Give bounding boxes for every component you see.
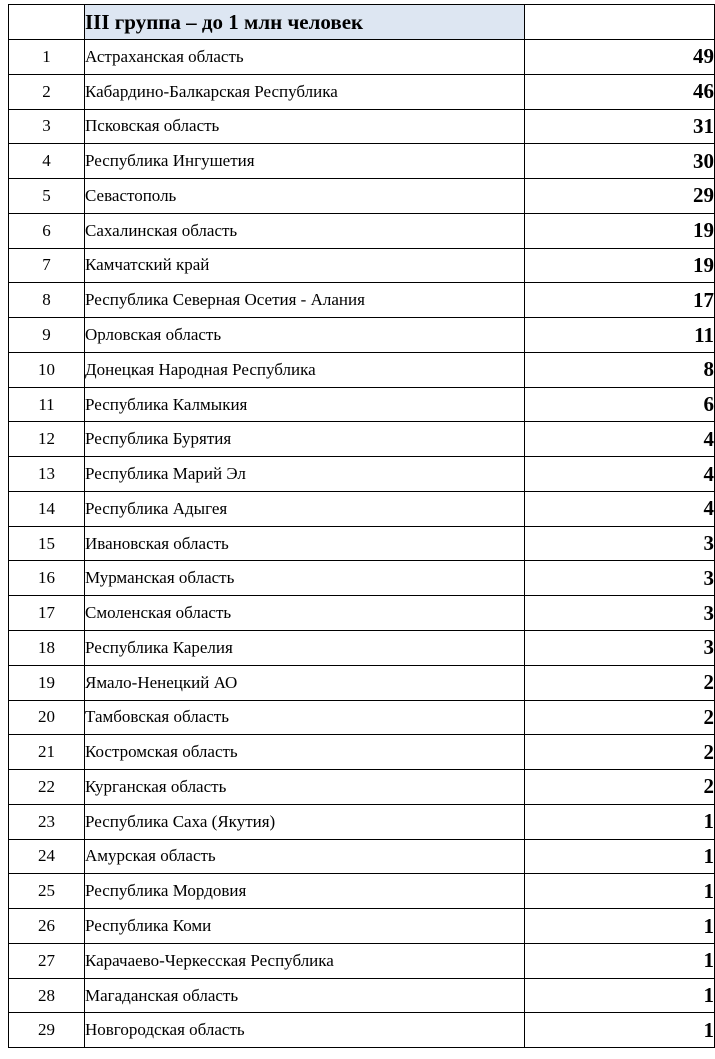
table-row (9, 526, 715, 561)
region-name-cell[interactable]: Смоленская область (85, 596, 525, 631)
row-number-cell[interactable]: 26 (9, 909, 85, 944)
row-number-cell[interactable]: 19 (9, 665, 85, 700)
count-value-cell[interactable]: 29 (525, 179, 715, 214)
row-number-cell[interactable]: 2 (9, 74, 85, 109)
row-number-cell[interactable]: 13 (9, 457, 85, 492)
region-name-cell[interactable]: Амурская область (85, 839, 525, 874)
table-row (9, 144, 715, 179)
region-name-cell[interactable]: Республика Коми (85, 909, 525, 944)
count-value-cell[interactable]: 1 (525, 943, 715, 978)
table-row (9, 839, 715, 874)
row-number-cell[interactable]: 9 (9, 318, 85, 353)
region-name-cell[interactable]: Мурманская область (85, 561, 525, 596)
region-name-cell[interactable]: Ямало-Ненецкий АО (85, 665, 525, 700)
table-row (9, 874, 715, 909)
region-name-cell[interactable]: Республика Карелия (85, 631, 525, 666)
row-number-cell[interactable]: 18 (9, 631, 85, 666)
count-value-cell[interactable]: 11 (525, 318, 715, 353)
table-row (9, 1013, 715, 1048)
region-name-cell[interactable]: Сахалинская область (85, 213, 525, 248)
group-title-cell[interactable]: III группа – до 1 млн человек (85, 5, 525, 40)
row-number-cell[interactable]: 21 (9, 735, 85, 770)
count-value-cell[interactable]: 2 (525, 735, 715, 770)
count-value-cell[interactable]: 1 (525, 909, 715, 944)
region-name-cell[interactable]: Республика Калмыкия (85, 387, 525, 422)
count-value-cell[interactable]: 3 (525, 526, 715, 561)
row-number-cell[interactable]: 28 (9, 978, 85, 1013)
row-number-cell[interactable]: 5 (9, 179, 85, 214)
count-value-cell[interactable]: 19 (525, 213, 715, 248)
table-row (9, 596, 715, 631)
table-row (9, 213, 715, 248)
count-value-cell[interactable]: 2 (525, 665, 715, 700)
row-number-cell[interactable]: 6 (9, 213, 85, 248)
row-number-cell[interactable]: 25 (9, 874, 85, 909)
region-name-cell[interactable]: Севастополь (85, 179, 525, 214)
count-value-cell[interactable]: 1 (525, 839, 715, 874)
region-name-cell[interactable]: Новгородская область (85, 1013, 525, 1048)
count-value-cell[interactable]: 1 (525, 804, 715, 839)
table-row (9, 283, 715, 318)
header-number-cell[interactable] (9, 5, 85, 40)
region-name-cell[interactable]: Ивановская область (85, 526, 525, 561)
row-number-cell[interactable]: 27 (9, 943, 85, 978)
row-number-cell[interactable]: 1 (9, 40, 85, 75)
table-row (9, 40, 715, 75)
region-name-cell[interactable]: Республика Бурятия (85, 422, 525, 457)
table-row (9, 387, 715, 422)
count-value-cell[interactable]: 46 (525, 74, 715, 109)
count-value-cell[interactable]: 1 (525, 978, 715, 1013)
row-number-cell[interactable]: 22 (9, 770, 85, 805)
count-value-cell[interactable]: 2 (525, 700, 715, 735)
row-number-cell[interactable]: 23 (9, 804, 85, 839)
row-number-cell[interactable]: 4 (9, 144, 85, 179)
region-name-cell[interactable]: Костромская область (85, 735, 525, 770)
group-header-row (9, 5, 715, 40)
region-name-cell[interactable]: Астраханская область (85, 40, 525, 75)
table-row (9, 700, 715, 735)
table-row (9, 770, 715, 805)
table-row (9, 561, 715, 596)
table-row (9, 74, 715, 109)
count-value-cell[interactable]: 3 (525, 561, 715, 596)
table-row (9, 943, 715, 978)
region-name-cell[interactable]: Республика Марий Эл (85, 457, 525, 492)
table-row (9, 422, 715, 457)
region-name-cell[interactable]: Республика Ингушетия (85, 144, 525, 179)
row-number-cell[interactable]: 10 (9, 352, 85, 387)
table-row (9, 109, 715, 144)
row-number-cell[interactable]: 14 (9, 491, 85, 526)
region-ranking-table (8, 4, 715, 1048)
region-name-cell[interactable]: Камчатский край (85, 248, 525, 283)
count-value-cell[interactable]: 1 (525, 1013, 715, 1048)
table-row (9, 804, 715, 839)
count-value-cell[interactable]: 4 (525, 422, 715, 457)
header-value-cell[interactable] (525, 5, 715, 40)
row-number-cell[interactable]: 29 (9, 1013, 85, 1048)
count-value-cell[interactable]: 30 (525, 144, 715, 179)
count-value-cell[interactable]: 2 (525, 770, 715, 805)
count-value-cell[interactable]: 8 (525, 352, 715, 387)
row-number-cell[interactable]: 15 (9, 526, 85, 561)
count-value-cell[interactable]: 4 (525, 457, 715, 492)
row-number-cell[interactable]: 24 (9, 839, 85, 874)
table-row (9, 179, 715, 214)
table-row (9, 909, 715, 944)
table-row (9, 978, 715, 1013)
row-number-cell[interactable]: 17 (9, 596, 85, 631)
count-value-cell[interactable]: 49 (525, 40, 715, 75)
count-value-cell[interactable]: 19 (525, 248, 715, 283)
table-row (9, 665, 715, 700)
region-name-cell[interactable]: Республика Саха (Якутия) (85, 804, 525, 839)
row-number-cell[interactable]: 16 (9, 561, 85, 596)
row-number-cell[interactable]: 12 (9, 422, 85, 457)
table-row (9, 457, 715, 492)
region-name-cell[interactable]: Тамбовская область (85, 700, 525, 735)
row-number-cell[interactable]: 11 (9, 387, 85, 422)
region-name-cell[interactable]: Донецкая Народная Республика (85, 352, 525, 387)
region-name-cell[interactable]: Магаданская область (85, 978, 525, 1013)
region-name-cell[interactable]: Республика Северная Осетия - Алания (85, 283, 525, 318)
count-value-cell[interactable]: 4 (525, 491, 715, 526)
table-row (9, 735, 715, 770)
count-value-cell[interactable]: 31 (525, 109, 715, 144)
table-row (9, 631, 715, 666)
table-row (9, 491, 715, 526)
count-value-cell[interactable]: 3 (525, 596, 715, 631)
count-value-cell[interactable]: 6 (525, 387, 715, 422)
region-name-cell[interactable]: Республика Адыгея (85, 491, 525, 526)
row-number-cell[interactable]: 7 (9, 248, 85, 283)
region-name-cell[interactable]: Кабардино-Балкарская Республика (85, 74, 525, 109)
region-name-cell[interactable]: Курганская область (85, 770, 525, 805)
table-row (9, 352, 715, 387)
table-row (9, 248, 715, 283)
row-number-cell[interactable]: 3 (9, 109, 85, 144)
row-number-cell[interactable]: 20 (9, 700, 85, 735)
count-value-cell[interactable]: 17 (525, 283, 715, 318)
region-name-cell[interactable]: Республика Мордовия (85, 874, 525, 909)
count-value-cell[interactable]: 1 (525, 874, 715, 909)
row-number-cell[interactable]: 8 (9, 283, 85, 318)
region-name-cell[interactable]: Карачаево-Черкесская Республика (85, 943, 525, 978)
table-row (9, 318, 715, 353)
region-name-cell[interactable]: Орловская область (85, 318, 525, 353)
region-name-cell[interactable]: Псковская область (85, 109, 525, 144)
count-value-cell[interactable]: 3 (525, 631, 715, 666)
